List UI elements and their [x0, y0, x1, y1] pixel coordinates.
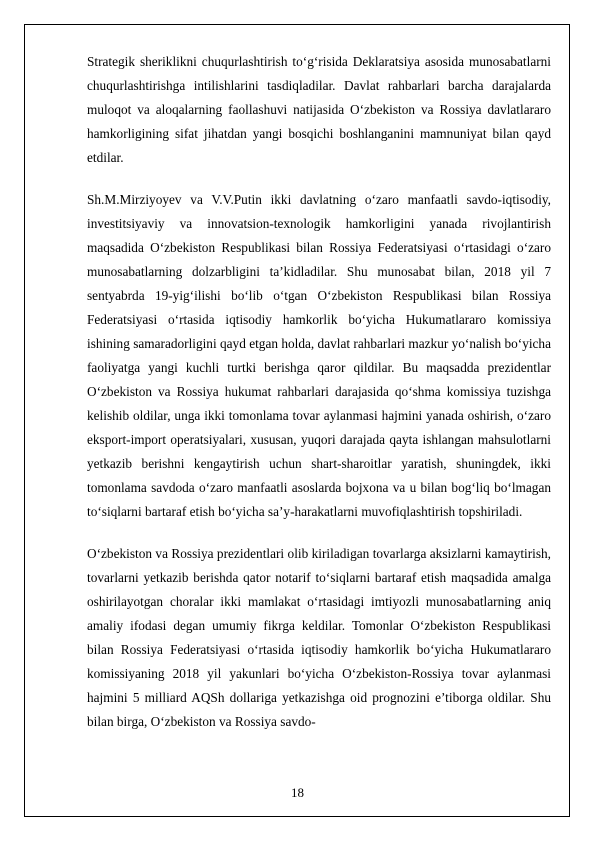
- paragraph-2: Sh.M.Mirziyoyev va V.V.Putin ikki davlatning o‘zaro manfaatli savdo-iqtisodiy, investitsiyaviy va innovatsion-texnologik hamkorligini yanada rivojlantirish maqsadida O‘zbekiston Respublikasi bilan Rossiya Federatsiyasi o‘rtasidagi o‘zaro munosabatlarning dolzarbligini ta’kidladilar. Shu munosabat bilan, 2018 yil 7 sentyabrda 19-yig‘ilishi bo‘lib o‘tgan O‘zbekiston Respublikasi bilan Rossiya Federatsiyasi o‘rtasida iqtisodiy hamkorlik bo‘yicha Hukumatlararo komissiya ishining samaradorligini qayd etgan holda, davlat rahbarlari mazkur yo‘nalish bo‘yicha faoliyatga yangi kuchli turtki berishga qaror qildilar. Bu maqsadda prezidentlar O‘zbekiston va Rossiya hukumat rahbarlari darajasida qo‘shma komissiya tuzishga kelishib oldilar, unga ikki tomonlama tovar aylanmasi hajmini yanada oshirish, o‘zaro eksport-import operatsiyalari, xususan, yuqori darajada qayta ishlangan mahsulotlarni yetkazib berishni kengaytirish uchun shart-sharoitlar yaratish, shuningdek, ikki tomonlama savdoda o‘zaro manfaatli asoslarda bojxona va u bilan bog‘liq bo‘lmagan to‘siqlarni bartaraf etish bo‘yicha sa’y-harakatlarni muvofiqlashtirish topshiriladi.: [87, 192, 551, 519]
- paragraph-3: O‘zbekiston va Rossiya prezidentlari olib kiriladigan tovarlarga aksizlarni kamaytirish, tovarlarni yetkazib berishda qator notarif to‘siqlarni bartaraf etish maqsadida amalga oshirilayotgan choralar ikki mamlakat o‘rtasidagi imtiyozli munosabatlarning aniq amaliy ifodasi degan umumiy fikrga keldilar. Tomonlar O‘zbekiston Respublikasi bilan Rossiya Federatsiyasi o‘rtasida iqtisodiy hamkorlik bo‘yicha Hukumatlararo komissiyaning 2018 yil yakunlari bo‘yicha O‘zbekiston-Rossiya tovar aylanmasi hajmini 5 milliard AQSh dollariga yetkazishga oid prognozini e’tiborga oldilar. Shu bilan birga, O‘zbekiston va Rossiya savdo-: [87, 546, 551, 729]
- document-body: [87, 50, 551, 734]
- paragraph-1: Strategik sheriklikni chuqurlashtirish to‘g‘risida Deklaratsiya asosida munosabatlarni chuqurlashtirishga intilishlarini tasdiqladilar. Davlat rahbarlari barcha darajalarda muloqot va aloqalarning faollashuvi natijasida O‘zbekiston va Rossiya davlatlararo hamkorligining sifat jihatdan yangi bosqichi boshlanganini mamnuniyat bilan qayd etdilar.: [87, 54, 551, 165]
- page-number: 18: [291, 785, 304, 800]
